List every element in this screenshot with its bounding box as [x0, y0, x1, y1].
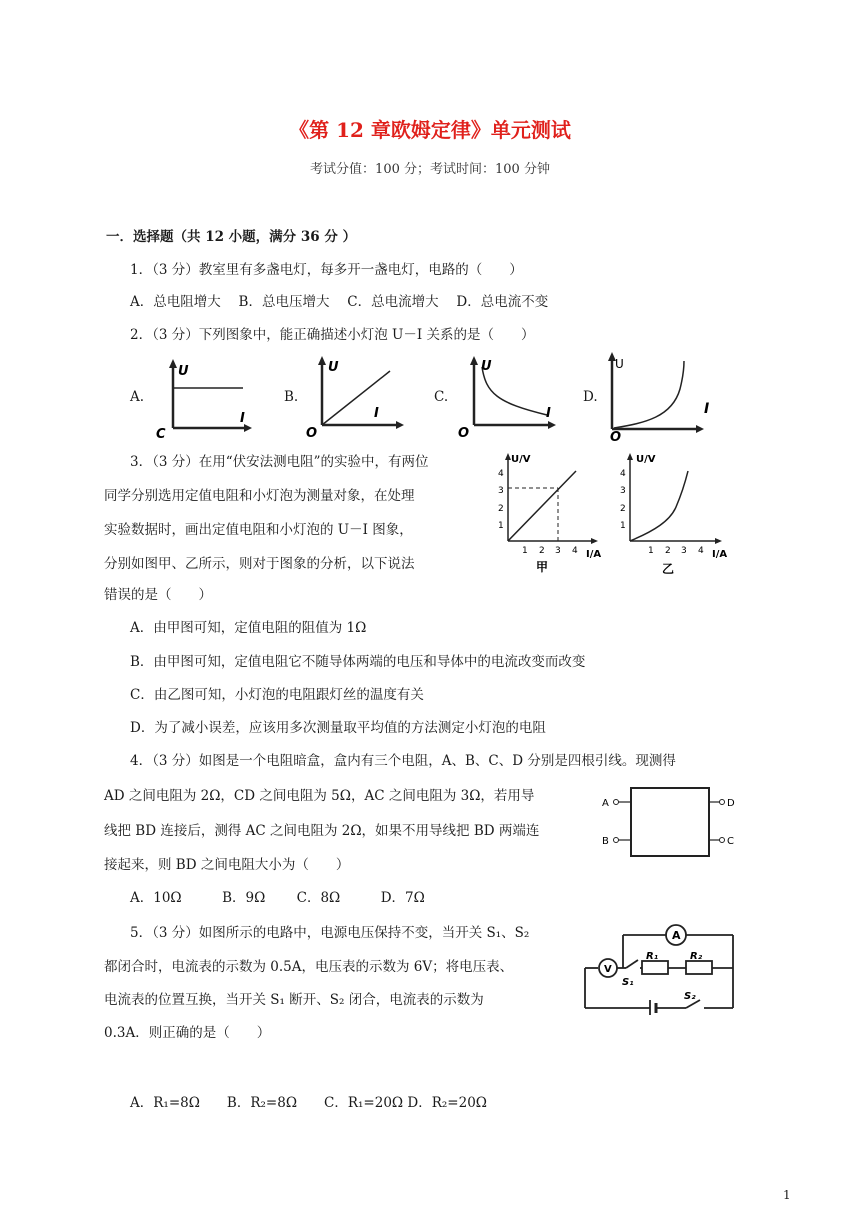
- q3-yi-caption: 乙: [662, 562, 675, 576]
- q2d-axis-i: I: [704, 401, 710, 417]
- exam-info: 考试分值：100 分；考试时间：100 分钟: [310, 162, 550, 177]
- q3-option-b: B．由甲图可知，定值电阻它不随导体两端的电压和导体中的电流改变而改变: [130, 654, 586, 670]
- q5-line-2: 都闭合时，电流表的示数为 0.5A，电压表的示数为 6V；将电压表、: [104, 959, 514, 975]
- q3-option-d: D．为了减小误差，应该用多次测量取平均值的方法测定小灯泡的电阻: [130, 720, 546, 736]
- page-number: 1: [783, 1188, 791, 1202]
- q3-jia-ytick-2: 2: [498, 504, 504, 514]
- q4-line-1: 4．（3 分）如图是一个电阻暗盒，盒内有三个电阻，A、B、C、D 分别是四根引线。现测得: [130, 753, 676, 769]
- q3-yi-xtick-4: 4: [698, 546, 704, 556]
- q4-line-3: 线把 BD 连接后，测得 AC 之间电阻为 2Ω，如果不用导线把 BD 两端连: [104, 823, 540, 839]
- q3-yi-x-label: I/A: [712, 549, 728, 560]
- q4-options: A．10Ω B．9Ω C．8Ω D．7Ω: [130, 890, 425, 906]
- q5-options: A．R₁=8Ω B．R₂=8Ω C．R₁=20Ω D．R₂=20Ω: [130, 1095, 487, 1111]
- q3-line-5: 错误的是（ ）: [104, 587, 212, 603]
- q4-terminal-d: D: [727, 798, 735, 809]
- q3-graph-jia: [490, 449, 615, 577]
- q3-jia-y-label: U/V: [511, 454, 531, 465]
- q2d-origin: O: [610, 430, 622, 441]
- q5-r1-label: R₁: [646, 951, 659, 962]
- q3-jia-xtick-3: 3: [555, 546, 561, 556]
- q4-terminal-c: C: [727, 836, 734, 847]
- q3-option-a: A．由甲图可知，定值电阻的阻值为 1Ω: [130, 620, 367, 636]
- q3-jia-xtick-4: 4: [572, 546, 578, 556]
- q3-option-c: C．由乙图可知，小灯泡的电阻跟灯丝的温度有关: [130, 687, 424, 703]
- q2a-axis-u: U: [178, 364, 189, 379]
- q2-option-a-label: A.: [130, 389, 145, 405]
- q2b-axis-u: U: [328, 360, 339, 375]
- q5-voltmeter-label: V: [604, 964, 612, 975]
- q3-jia-x-label: I/A: [586, 549, 602, 560]
- q2b-axis-i: I: [374, 406, 379, 421]
- q3-jia-xtick-2: 2: [539, 546, 545, 556]
- q3-jia-ytick-3: 3: [498, 486, 504, 496]
- q3-yi-y-label: U/V: [636, 454, 656, 465]
- q3-line-4: 分别如图甲、乙所示，则对于图象的分析，以下说法: [104, 556, 415, 572]
- q3-graph-yi: [614, 449, 739, 577]
- q2-graph-b: [300, 353, 415, 441]
- q5-line-1: 5．（3 分）如图所示的电路中，电源电压保持不变，当开关 S₁、S₂: [130, 925, 530, 941]
- q5-line-4: 0.3A．则正确的是（ ）: [104, 1025, 271, 1041]
- q4-line-2: AD 之间电阻为 2Ω，CD 之间电阻为 5Ω，AC 之间电阻为 3Ω，若用导: [104, 788, 535, 804]
- q5-line-3: 电流表的位置互换，当开关 S₁ 断开、S₂ 闭合，电流表的示数为: [104, 992, 484, 1008]
- q3-jia-ytick-1: 1: [498, 521, 504, 531]
- page-title: 《第 12 章欧姆定律》单元测试: [289, 118, 571, 142]
- q2c-axis-u: U: [481, 359, 492, 374]
- q4-terminal-b: B: [602, 836, 609, 847]
- q2a-axis-i: I: [240, 411, 245, 426]
- q5-r2-label: R₂: [690, 951, 703, 962]
- q1-options: A．总电阻增大 B．总电压增大 C．总电流增大 D．总电流不变: [130, 294, 549, 310]
- q3-yi-ytick-1: 1: [620, 521, 626, 531]
- q2-graph-c: [452, 353, 567, 441]
- q2-option-b-label: B.: [284, 389, 299, 405]
- q1-stem: 1．（3 分）教室里有多盏电灯，每多开一盏电灯，电路的（ ）: [130, 262, 523, 278]
- section-heading: 一．选择题（共 12 小题，满分 36 分 ）: [106, 229, 357, 245]
- q4-terminal-a: A: [602, 798, 609, 809]
- q3-jia-xtick-1: 1: [522, 546, 528, 556]
- q3-yi-ytick-3: 3: [620, 486, 626, 496]
- q2-option-d-label: D.: [583, 389, 598, 405]
- q5-s2-label: S₂: [684, 991, 696, 1002]
- q3-jia-caption: 甲: [536, 560, 549, 574]
- q2-graph-d: [600, 349, 720, 441]
- q2c-axis-i: I: [546, 406, 551, 421]
- q3-line-3: 实验数据时，画出定值电阻和小灯泡的 U－I 图象，: [104, 522, 413, 538]
- q3-line-1: 3．（3 分）在用“伏安法测电阻”的实验中，有两位: [130, 454, 429, 470]
- q4-resistor-box: [598, 783, 738, 863]
- q2b-origin: O: [306, 426, 318, 441]
- q3-yi-xtick-3: 3: [681, 546, 687, 556]
- q2-graph-a: [148, 356, 263, 441]
- q3-yi-xtick-1: 1: [648, 546, 654, 556]
- q3-jia-ytick-4: 4: [498, 469, 504, 479]
- q5-s1-label: S₁: [622, 977, 634, 988]
- q5-ammeter-label: A: [672, 929, 681, 942]
- q3-yi-ytick-2: 2: [620, 504, 626, 514]
- q5-circuit-diagram: [578, 919, 738, 1015]
- q2c-origin: O: [458, 426, 470, 441]
- q2-stem: 2．（3 分）下列图象中，能正确描述小灯泡 U－I 关系的是（ ）: [130, 327, 535, 343]
- q3-yi-xtick-2: 2: [665, 546, 671, 556]
- q2d-axis-u: U: [615, 357, 624, 371]
- q4-line-4: 接起来，则 BD 之间电阻大小为（ ）: [104, 857, 350, 873]
- q2-option-c-label: C.: [434, 389, 449, 405]
- q3-yi-ytick-4: 4: [620, 469, 626, 479]
- q3-line-2: 同学分别选用定值电阻和小灯泡为测量对象，在处理: [104, 488, 415, 504]
- q2a-origin: C: [156, 427, 166, 441]
